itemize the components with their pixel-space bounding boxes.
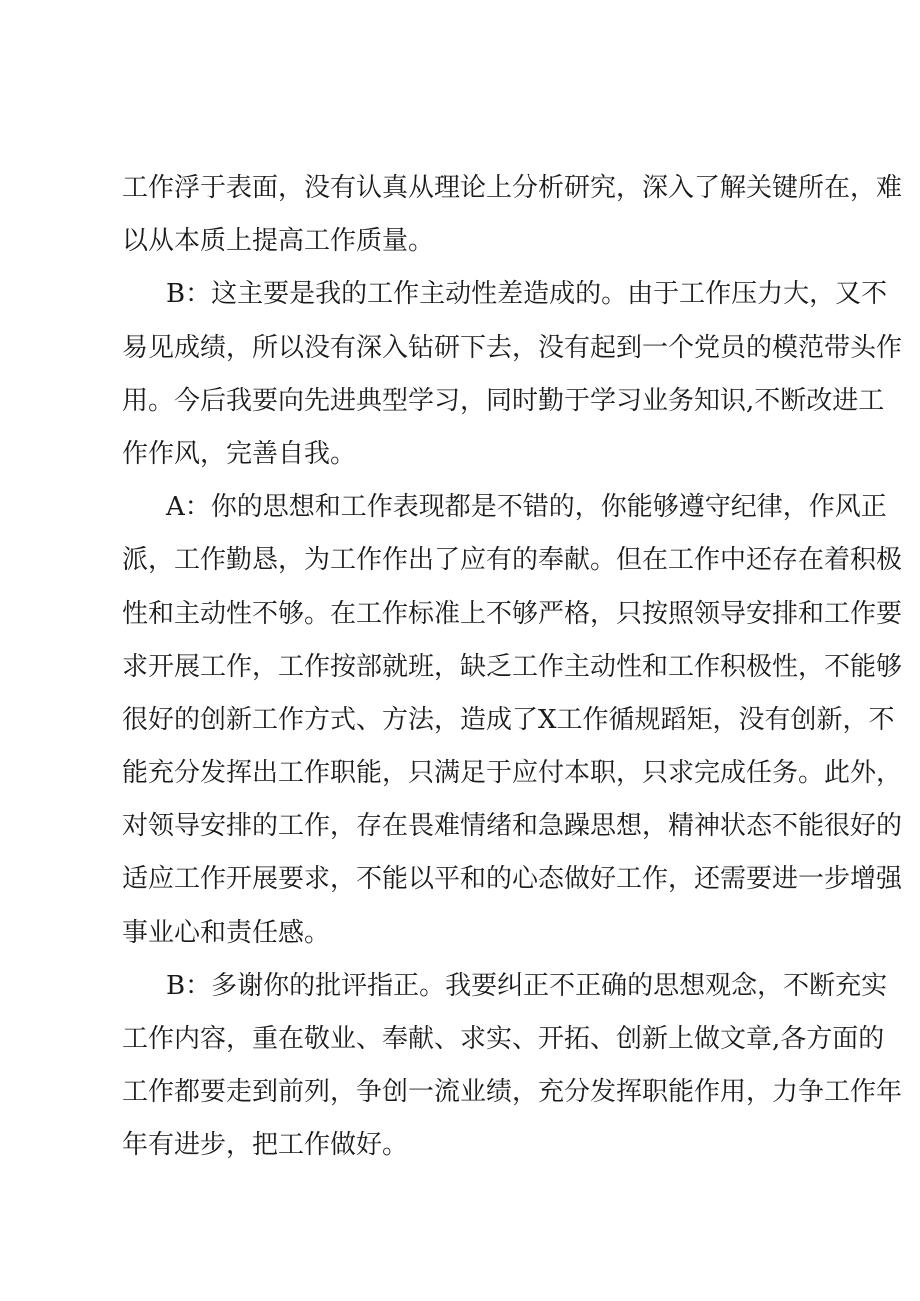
paragraph-3-line-5: 很好的创新工作方式、方法，造成了X工作循规蹈矩，没有创新，不 — [122, 704, 895, 735]
paragraph-3-line-2: 派，工作勤恳，为工作作出了应有的奉献。但在工作中还存在着积极 — [122, 545, 903, 576]
paragraph-4-line-4: 年有进步，把工作做好。 — [122, 1130, 409, 1161]
paragraph-2-line-2: 易见成绩，所以没有深入钻研下去，没有起到一个党员的模范带头作 — [122, 332, 903, 363]
paragraph-2-line-4: 作作风，完善自我。 — [122, 438, 357, 469]
paragraph-2-line-3: 用。今后我要向先进典型学习，同时勤于学习业务知识,不断改进工 — [122, 385, 885, 416]
paragraph-1-line-2: 以从本质上提高工作质量。 — [122, 226, 435, 257]
paragraph-4-line-3: 工作都要走到前列，争创一流业绩，充分发挥职能作用，力争工作年 — [122, 1077, 903, 1108]
paragraph-3-line-7: 对领导安排的工作，存在畏难情绪和急躁思想，精神状态不能很好的 — [122, 811, 903, 842]
paragraph-4-line-1: B：多谢你的批评指正。我要纠正不正确的思想观念，不断充实 — [166, 970, 888, 1001]
paragraph-3-line-1: A：你的思想和工作表现都是不错的，你能够遵守纪律，作风正 — [166, 492, 887, 523]
paragraph-3-line-4: 求开展工作，工作按部就班，缺乏工作主动性和工作积极性，不能够 — [122, 651, 903, 682]
paragraph-1-line-1: 工作浮于表面，没有认真从理论上分析研究，深入了解关键所在，难 — [122, 173, 903, 203]
paragraph-3-line-6: 能充分发挥出工作职能，只满足于应付本职，只求完成任务。此外， — [122, 758, 903, 789]
paragraph-4-line-2: 工作内容，重在敬业、奉献、求实、开拓、创新上做文章,各方面的 — [122, 1024, 885, 1054]
paragraph-3-line-9: 事业心和责任感。 — [122, 917, 331, 948]
paragraph-2-line-1: B：这主要是我的工作主动性差造成的。由于工作压力大，又不 — [166, 279, 888, 310]
document-body — [122, 168, 903, 1179]
paragraph-3-line-8: 适应工作开展要求，不能以平和的心态做好工作，还需要进一步增强 — [122, 864, 903, 895]
paragraph-3-line-3: 性和主动性不够。在工作标准上不够严格，只按照领导安排和工作要 — [122, 598, 903, 629]
